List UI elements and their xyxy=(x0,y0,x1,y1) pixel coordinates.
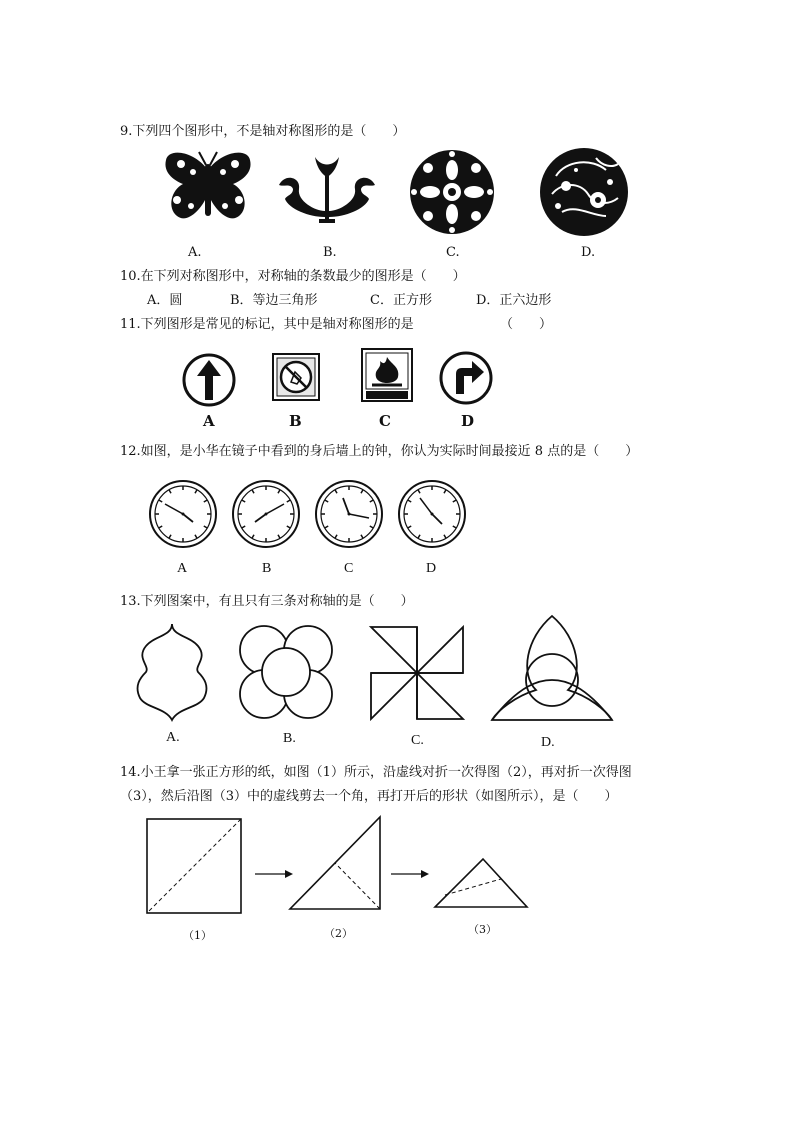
q11-answer-blank: （ ） xyxy=(500,317,553,332)
pinwheel-figure xyxy=(369,625,465,721)
q9-option-b: B. xyxy=(323,245,337,260)
q10-option-d: D．正六边形 xyxy=(476,293,552,308)
four-circles-figure xyxy=(237,623,335,721)
wavy-shape-figure xyxy=(132,622,212,722)
butterfly-papercut-icon xyxy=(163,150,253,230)
q11-option-c: C xyxy=(379,412,391,430)
q10-option-b: B．等边三角形 xyxy=(230,293,318,308)
q14-figure-label-1: （1） xyxy=(183,929,212,942)
q13-stem: 13.下列图案中，有且只有三条对称轴的是（ ） xyxy=(120,594,414,609)
square-paper-figure xyxy=(146,818,242,914)
flammable-sign-icon xyxy=(360,347,414,403)
q13-option-c: C. xyxy=(411,733,424,748)
q12-option-c: C xyxy=(344,561,354,576)
q14-stem-line2: （3），然后沿图（3）中的虚线剪去一个角，再打开后的形状（如图所示），是（ ） xyxy=(120,789,618,804)
ornament-symbol-icon xyxy=(275,155,379,225)
clock-face-icon xyxy=(230,478,302,550)
small-triangle-figure xyxy=(433,857,529,909)
q14-figure-label-2: （2） xyxy=(324,927,353,940)
q12-option-a: A xyxy=(177,561,188,576)
folded-triangle-figure xyxy=(288,815,384,911)
floral-papercut-icon xyxy=(408,148,496,236)
clock-face-icon xyxy=(396,478,468,550)
q13-option-d: D. xyxy=(541,735,555,750)
q10-option-c: C．正方形 xyxy=(370,293,432,308)
q9-stem: 9.下列四个图形中，不是轴对称图形的是（ ） xyxy=(120,124,406,139)
phoenix-papercut-icon xyxy=(536,146,632,238)
clock-face-icon xyxy=(313,478,385,550)
q12-option-b: B xyxy=(262,561,272,576)
q11-option-b: B xyxy=(289,412,302,430)
q11-option-d: D xyxy=(461,412,475,430)
q11-stem: 11.下列图形是常见的标记，其中是轴对称图形的是 xyxy=(120,317,414,332)
q9-option-c: C. xyxy=(446,245,460,260)
q13-option-a: A. xyxy=(166,730,180,745)
clock-face-icon xyxy=(147,478,219,550)
q14-stem-line1: 14.小王拿一张正方形的纸，如图（1）所示，沿虚线对折一次得图（2），再对折一次得图 xyxy=(120,765,632,780)
q11-option-a: A xyxy=(203,412,215,430)
q12-option-d: D xyxy=(426,561,437,576)
up-arrow-sign-icon xyxy=(181,352,237,408)
right-turn-sign-icon xyxy=(438,350,494,406)
q10-stem: 10.在下列对称图形中，对称轴的条数最少的图形是（ ） xyxy=(120,269,466,284)
arrow-right-icon xyxy=(391,869,429,879)
q12-stem: 12.如图，是小华在镜子中看到的身后墙上的钟，你认为实际时间最接近 8 点的是（ ） xyxy=(120,444,639,459)
q9-option-a: A. xyxy=(188,245,202,260)
q10-option-a: A．圆 xyxy=(147,293,183,308)
no-littering-sign-icon xyxy=(271,352,321,402)
q13-option-b: B. xyxy=(283,731,296,746)
triquetra-figure xyxy=(490,614,614,724)
q9-option-d: D. xyxy=(581,245,596,260)
q14-figure-label-3: （3） xyxy=(468,923,497,936)
